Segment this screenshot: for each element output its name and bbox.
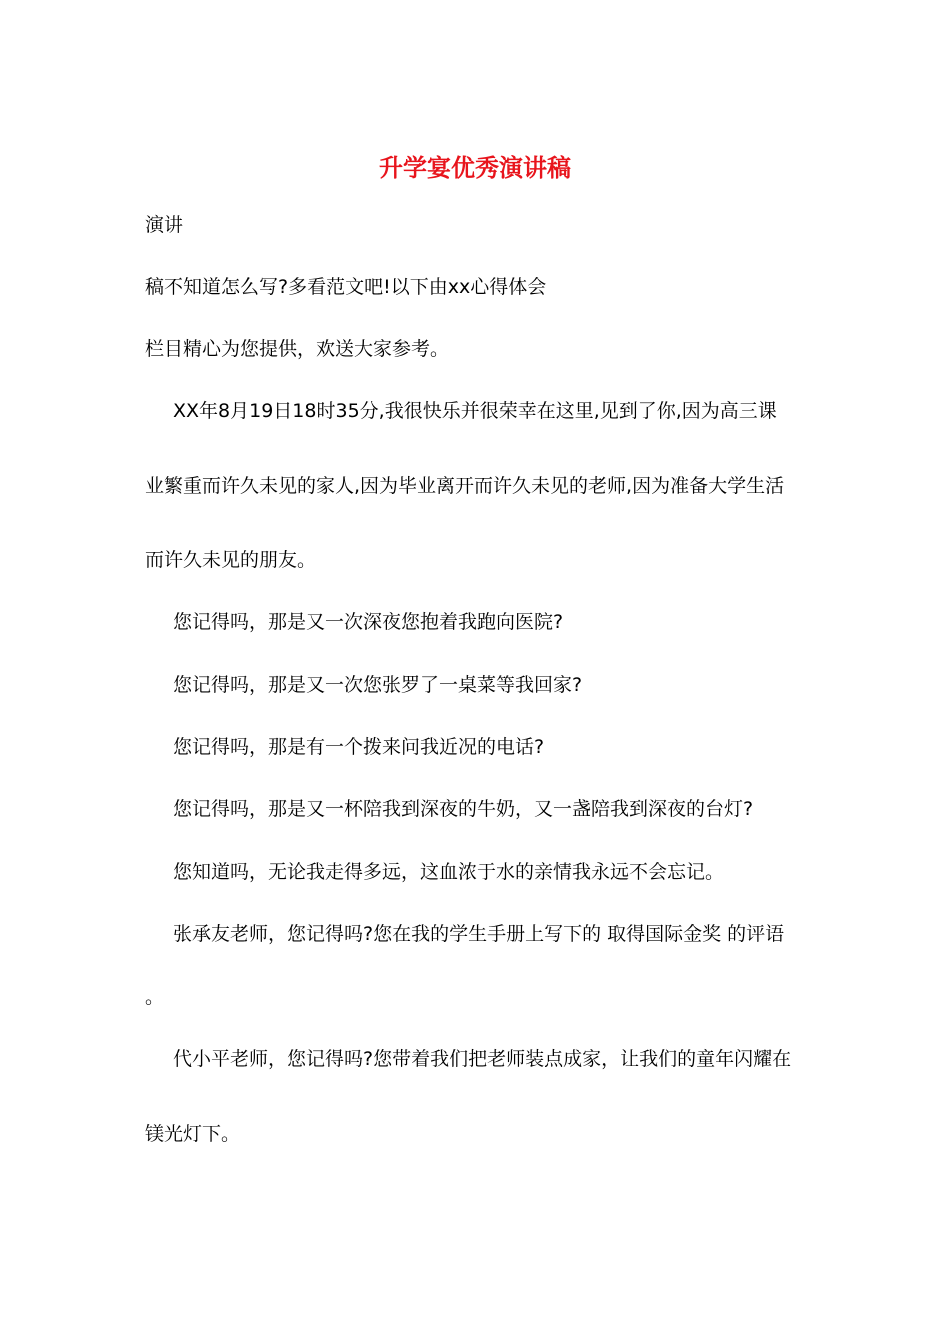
text-line: 栏目精心为您提供，欢送大家参考。 — [145, 338, 450, 360]
text-line: 您记得吗，那是又一次您张罗了一桌菜等我回家? — [173, 674, 583, 696]
text-line: 业繁重而许久未见的家人,因为毕业离开而许久未见的老师,因为准备大学生活 — [145, 475, 785, 497]
text-line: 您记得吗，那是又一次深夜您抱着我跑向医院? — [173, 611, 564, 633]
text-line: 您记得吗，那是有一个拨来问我近况的电话? — [173, 736, 545, 758]
text-line: 稿不知道怎么写?多看范文吧!以下由xx心得体会 — [145, 276, 547, 298]
document-title: 升学宴优秀演讲稿 — [379, 154, 571, 182]
text-line: 您记得吗，那是又一杯陪我到深夜的牛奶，又一盏陪我到深夜的台灯? — [173, 798, 754, 820]
text-line: XX年8月19日18时35分,我很快乐并很荣幸在这里,见到了你,因为高三课 — [173, 400, 777, 422]
text-line: 张承友老师，您记得吗?您在我的学生手册上写下的 取得国际金奖 的评语 — [173, 923, 785, 945]
text-line: 您知道吗，无论我走得多远，这血浓于水的亲情我永远不会忘记。 — [173, 861, 725, 883]
text-line: 。 — [145, 986, 165, 1008]
text-line: 代小平老师，您记得吗?您带着我们把老师装点成家，让我们的童年闪耀在 — [173, 1048, 792, 1070]
text-line: 镁光灯下。 — [145, 1123, 241, 1145]
text-line: 而许久未见的朋友。 — [145, 549, 317, 571]
text-line: 演讲 — [145, 214, 184, 236]
